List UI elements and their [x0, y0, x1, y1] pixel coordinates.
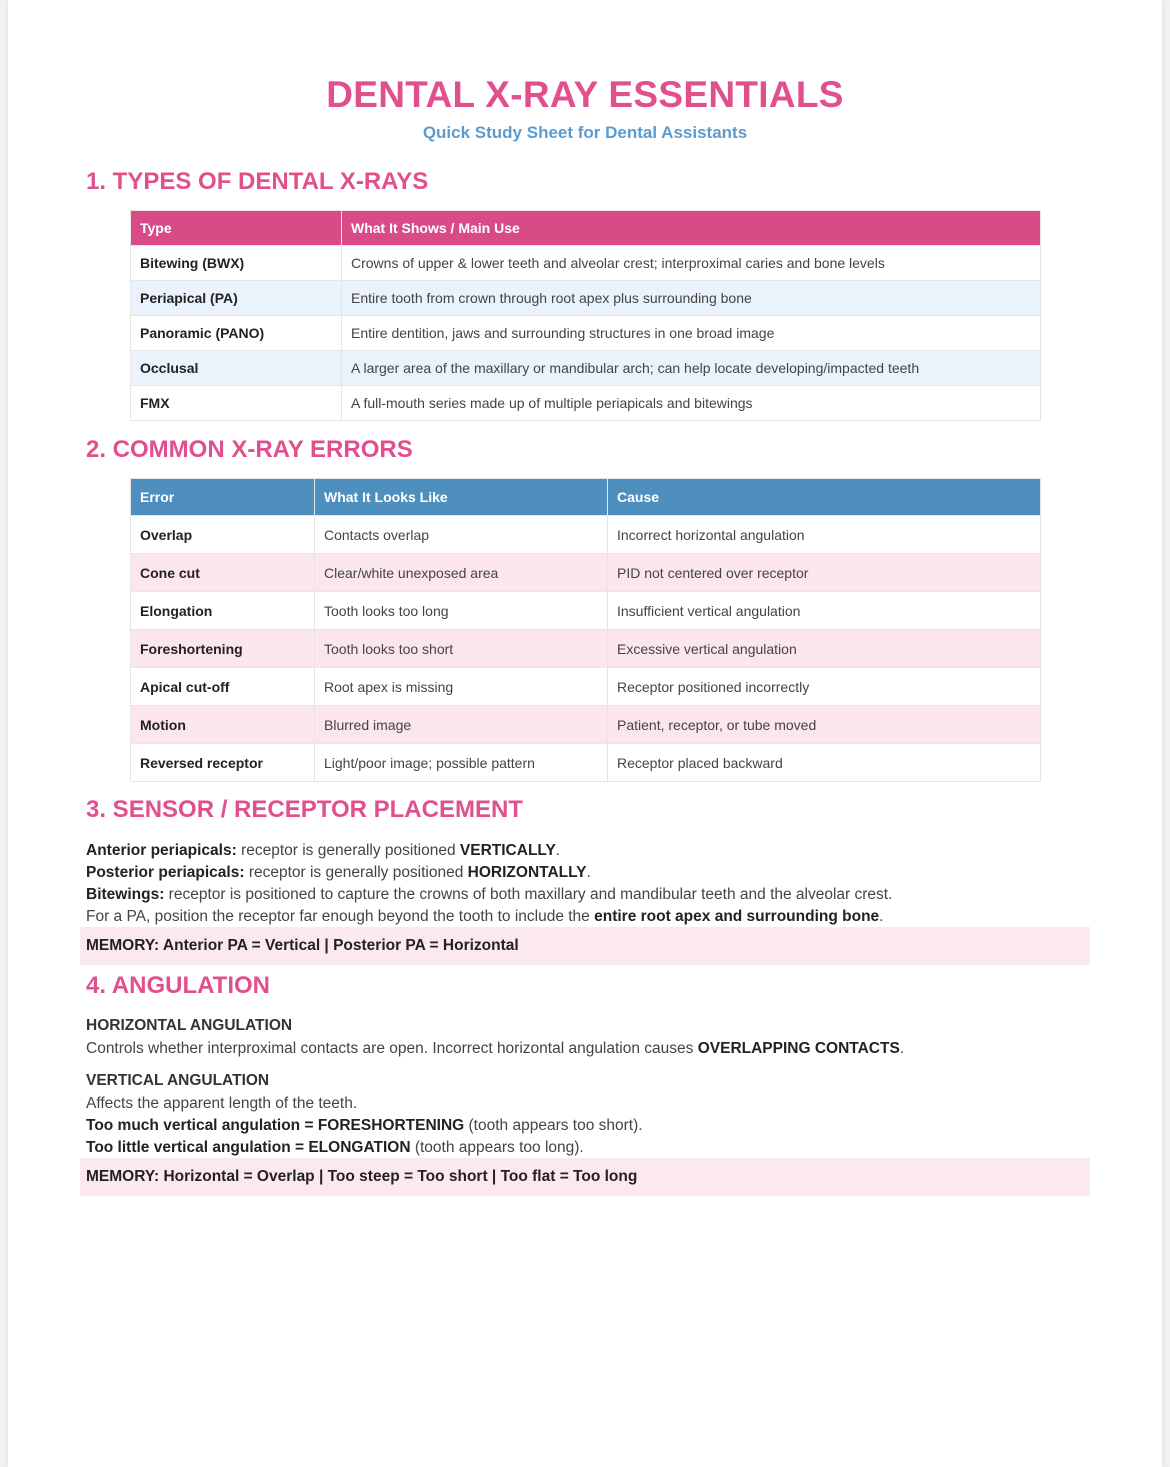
anterior-label: Anterior periapicals:	[86, 842, 237, 859]
type-cell: Bitewing (BWX)	[131, 246, 342, 281]
column-header: Cause	[608, 479, 1041, 516]
error-cell: Foreshortening	[131, 630, 315, 668]
page-subtitle: Quick Study Sheet for Dental Assistants	[422, 123, 748, 142]
looks-cell: Root apex is missing	[315, 668, 608, 706]
cause-cell: PID not centered over receptor	[608, 554, 1041, 592]
table-row	[131, 281, 1041, 316]
posterior-text: receptor is generally positioned	[244, 864, 468, 881]
type-cell: FMX	[131, 386, 342, 421]
punct: .	[586, 864, 591, 881]
anterior-text: receptor is generally positioned	[236, 842, 460, 859]
study-sheet-page	[8, 0, 1162, 1467]
pa-line	[86, 906, 1086, 928]
looks-cell: Tooth looks too short	[315, 630, 608, 668]
table-row	[131, 592, 1041, 630]
cause-cell: Receptor positioned incorrectly	[608, 668, 1041, 706]
pa-text: For a PA, position the receptor far enough beyond the tooth to include the	[86, 908, 595, 925]
bitewing-line	[86, 884, 1086, 906]
looks-cell: Contacts overlap	[315, 516, 608, 554]
type-cell: Panoramic (PANO)	[131, 316, 342, 351]
too-much-text: (tooth appears too short).	[464, 1117, 643, 1134]
looks-cell: Tooth looks too long	[315, 592, 608, 630]
table-header-row	[131, 479, 1041, 516]
vertical-angulation-text	[86, 1093, 1086, 1159]
use-cell: Entire dentition, jaws and surrounding structures in one broad image	[342, 316, 1041, 351]
table-row	[131, 706, 1041, 744]
punct: .	[555, 842, 561, 859]
section-1-heading: 1. TYPES OF DENTAL X-RAYS	[86, 168, 429, 195]
use-cell: Crowns of upper & lower teeth and alveolar crest; interproximal caries and bone levels	[342, 246, 1041, 281]
too-little-text: (tooth appears too long).	[410, 1139, 584, 1156]
use-cell: A larger area of the maxillary or mandibular arch; can help locate developing/impacted teeth	[342, 351, 1041, 386]
placement-notes	[86, 840, 1086, 928]
use-cell: A full-mouth series made up of multiple periapicals and bitewings	[342, 386, 1041, 421]
error-cell: Cone cut	[131, 554, 315, 592]
too-little-bold: Too little vertical angulation = ELONGATION	[86, 1139, 411, 1156]
anterior-line	[86, 840, 1086, 862]
too-much-bold: Too much vertical angulation = FORESHORTENING	[86, 1117, 465, 1134]
vertical-text: Affects the apparent length of the teeth.	[86, 1095, 358, 1112]
looks-cell: Blurred image	[315, 706, 608, 744]
too-little-line	[86, 1137, 1086, 1159]
table-row	[131, 516, 1041, 554]
looks-cell: Clear/white unexposed area	[315, 554, 608, 592]
page-title: DENTAL X-RAY ESSENTIALS	[326, 74, 844, 115]
cause-cell: Incorrect horizontal angulation	[608, 516, 1041, 554]
type-cell: Periapical (PA)	[131, 281, 342, 316]
column-header: Error	[131, 479, 315, 516]
column-header: What It Shows / Main Use	[342, 211, 1041, 246]
type-cell: Occlusal	[131, 351, 342, 386]
use-cell: Entire tooth from crown through root apex plus surrounding bone	[342, 281, 1041, 316]
error-cell: Motion	[131, 706, 315, 744]
error-cell: Apical cut-off	[131, 668, 315, 706]
bitewing-text: receptor is positioned to capture the crowns of both maxillary and mandibular teeth and the alveolar crest.	[164, 886, 893, 903]
table-row	[131, 351, 1041, 386]
too-much-line	[86, 1115, 1086, 1137]
section-2-heading: 2. COMMON X-RAY ERRORS	[86, 436, 413, 463]
column-header: What It Looks Like	[315, 479, 608, 516]
posterior-bold: HORIZONTALLY	[467, 864, 587, 881]
memory-box-angulation: MEMORY: Horizontal = Overlap | Too steep = Too short | Too flat = Too long	[80, 1158, 1090, 1196]
cause-cell: Insufficient vertical angulation	[608, 592, 1041, 630]
cause-cell: Patient, receptor, or tube moved	[608, 706, 1041, 744]
anterior-bold: VERTICALLY	[459, 842, 556, 859]
memory-box-placement: MEMORY: Anterior PA = Vertical | Posterior PA = Horizontal	[80, 927, 1090, 965]
table-row	[131, 744, 1041, 782]
column-header: Type	[131, 211, 342, 246]
punct: .	[879, 908, 884, 925]
section-3-heading: 3. SENSOR / RECEPTOR PLACEMENT	[86, 796, 523, 823]
vertical-angulation-title: VERTICAL ANGULATION	[86, 1072, 270, 1089]
table-header-row	[131, 211, 1041, 246]
section-4-heading: 4. ANGULATION	[86, 972, 270, 999]
xray-errors-table	[130, 478, 1041, 782]
bitewing-label: Bitewings:	[86, 886, 165, 903]
looks-cell: Light/poor image; possible pattern	[315, 744, 608, 782]
table-row	[131, 386, 1041, 421]
cause-cell: Excessive vertical angulation	[608, 630, 1041, 668]
table-row	[131, 246, 1041, 281]
pa-bold: entire root apex and surrounding bone	[594, 908, 880, 925]
table-row	[131, 630, 1041, 668]
table-row	[131, 316, 1041, 351]
xray-types-table	[130, 210, 1041, 421]
posterior-line	[86, 862, 1086, 884]
table-row	[131, 554, 1041, 592]
cause-cell: Receptor placed backward	[608, 744, 1041, 782]
horizontal-angulation-title: HORIZONTAL ANGULATION	[86, 1017, 293, 1034]
table-row	[131, 668, 1041, 706]
horizontal-bold: OVERLAPPING CONTACTS	[697, 1040, 900, 1057]
horizontal-text: Controls whether interproximal contacts are open. Incorrect horizontal angulation causes	[86, 1040, 698, 1057]
punct: .	[899, 1040, 905, 1057]
posterior-label: Posterior periapicals:	[86, 864, 245, 881]
error-cell: Reversed receptor	[131, 744, 315, 782]
horizontal-angulation-text	[86, 1038, 1086, 1060]
error-cell: Overlap	[131, 516, 315, 554]
error-cell: Elongation	[131, 592, 315, 630]
